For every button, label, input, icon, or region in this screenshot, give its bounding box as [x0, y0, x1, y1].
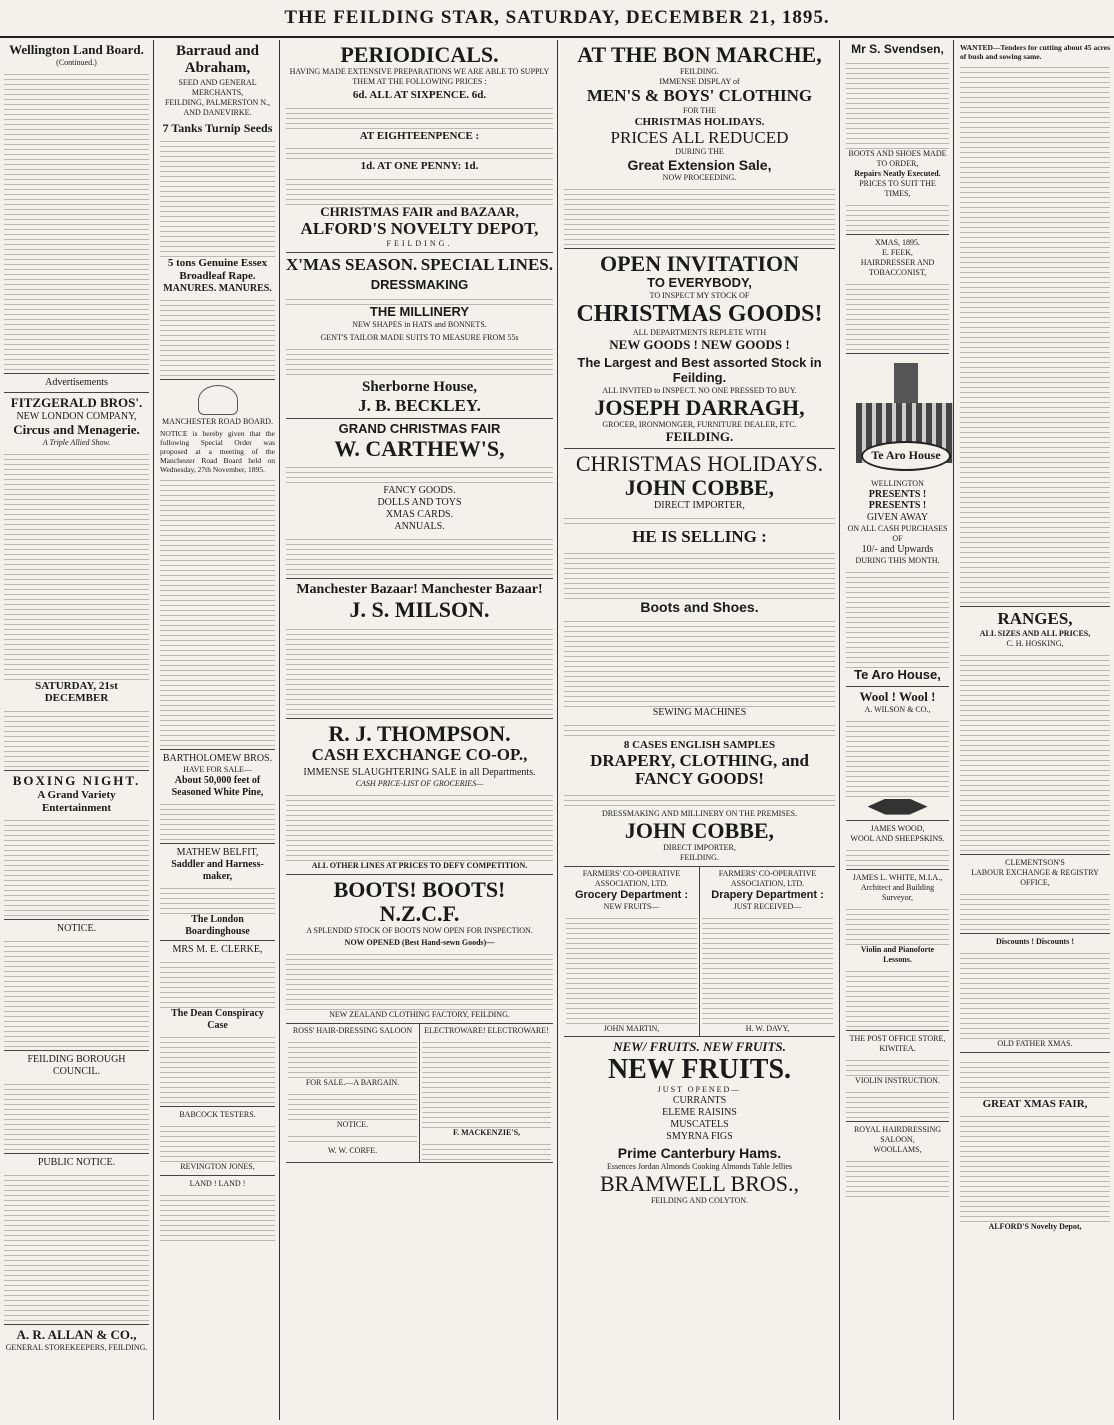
all-other-lines: ALL OTHER LINES AT PRICES TO DEFY COMPETITION.	[311, 860, 528, 870]
inspect-stock: TO INSPECT MY STOCK OF	[649, 291, 750, 301]
manures: MANURES. MANURES.	[163, 282, 272, 294]
belfit: MATHEW BELFIT,	[176, 847, 259, 859]
dressmaking: DRESSMAKING	[370, 277, 469, 293]
public-notice-text	[4, 1171, 149, 1321]
circus-text	[4, 450, 149, 680]
babcock: BABCOCK TESTERS.	[179, 1110, 256, 1120]
cash-purchases: ON ALL CASH PURCHASES OF	[847, 523, 948, 543]
penny-list	[286, 175, 553, 205]
wool-wool: Wool ! Wool !	[859, 688, 936, 704]
timber-text	[160, 800, 275, 840]
barraud-heading: Barraud and Abraham,	[176, 43, 259, 77]
revington: REVINGTON JONES,	[180, 1162, 255, 1172]
replete: ALL DEPARTMENTS REPLETE WITH	[632, 327, 767, 337]
dean-case: The Dean Conspiracy Case	[171, 1008, 264, 1031]
bon-marche-feilding: FEILDING.	[680, 67, 719, 77]
white-pine: About 50,000 feet of Seasoned White Pine,	[171, 775, 264, 798]
allan-heading: A. R. ALLAN & CO.,	[16, 1327, 137, 1343]
alford-depot: ALFORD'S Novelty Depot,	[988, 1222, 1082, 1232]
xmas-1895: XMAS, 1895.	[874, 237, 921, 247]
tailor-suits: GENT'S TAILOR MADE SUITS TO MEASURE FROM 55s	[320, 333, 519, 343]
extension-sale: Great Extension Sale,	[627, 157, 772, 174]
given-away: GIVEN AWAY	[866, 511, 929, 523]
sewing-text	[564, 721, 835, 739]
clementson: CLEMENTSON'S	[1005, 857, 1065, 867]
mens-boys-clothing: MEN'S & BOYS' CLOTHING	[586, 86, 813, 106]
violin-text	[846, 967, 949, 1027]
column-2	[156, 40, 280, 1420]
royal-saloon: ROYAL HAIRDRESSING SALOON,	[853, 1124, 942, 1144]
now-opened: NOW OPENED (Best Hand-sewn Goods)—	[344, 937, 495, 947]
circus-heading: Circus and Menagerie.	[13, 421, 140, 437]
electroware: ELECTROWARE! ELECTROWARE!	[424, 1025, 549, 1035]
cash-price-list: CASH PRICE-LIST OF GROCERIES—	[355, 778, 484, 788]
violin-pianoforte: Violin and Pianoforte Lessons.	[860, 944, 935, 964]
great-xmas-fair: GREAT XMAS FAIR,	[982, 1097, 1088, 1110]
violin-instr-text	[846, 1088, 949, 1118]
eleme-raisins: ELEME RAISINS	[662, 1107, 737, 1119]
discounts-text	[960, 949, 1110, 1039]
just-received: JUST RECEIVED—	[733, 901, 802, 911]
triple-allied: A Triple Allied Show.	[42, 437, 111, 447]
post-office-store: THE POST OFFICE STORE,	[849, 1033, 946, 1043]
road-board-text	[160, 476, 275, 746]
john-martin: JOHN MARTIN,	[603, 1023, 660, 1033]
darragh-feilding: FEILDING.	[665, 428, 734, 444]
grocery-department: Grocery Department :	[574, 889, 689, 902]
prices-times: PRICES TO SUIT THE TIMES,	[859, 178, 936, 198]
milson: J. S. MILSON.	[349, 597, 490, 623]
drapery-clothing: DRAPERY, CLOTHING, and FANCY GOODS!	[590, 750, 809, 789]
dean-text	[160, 1033, 275, 1103]
column-6	[956, 40, 1114, 1420]
hosking: C. H. HOSKING,	[1006, 638, 1064, 648]
manchester-road-board: MANCHESTER ROAD BOARD.	[162, 417, 273, 427]
bartholomew: BARTHOLOMEW BROS.	[162, 753, 273, 765]
land-board-heading: Wellington Land Board.	[9, 42, 144, 57]
notice-2-text	[288, 1132, 417, 1146]
drapery-department: Drapery Department :	[711, 889, 824, 902]
te-aro-seal: Te Aro House	[861, 441, 951, 471]
variety-text	[4, 816, 149, 916]
boardinghouse: The London Boardinghouse	[185, 914, 250, 937]
drapery-dept-text	[702, 914, 833, 1024]
xmas-season: X'MAS SEASON.	[286, 254, 418, 274]
hairdresser: HAIRDRESSER AND TOBACCONIST,	[860, 257, 935, 277]
grocery-text	[566, 914, 697, 1024]
prices-reduced: PRICES ALL REDUCED	[610, 127, 789, 147]
open-invitation: OPEN INVITATION	[599, 251, 800, 277]
sewing-machines: SEWING MACHINES	[652, 706, 747, 718]
grand-variety: A Grand Variety Entertainment	[37, 789, 116, 814]
post-office-text	[846, 1056, 949, 1076]
mackenzie-text	[422, 1140, 551, 1160]
darragh-trade: GROCER, IRONMONGER, FURNITURE DEALER, ETC.	[602, 419, 797, 429]
largest-stock: The Largest and Best assorted Stock in Feilding.	[577, 354, 822, 385]
land-board-text	[4, 70, 149, 370]
direct-importer: DIRECT IMPORTER,	[654, 500, 745, 512]
boots-to-order: BOOTS AND SHOES MADE TO ORDER,	[848, 148, 947, 168]
ranges-sub: ALL SIZES AND ALL PRICES,	[979, 628, 1091, 638]
thompson: R. J. THOMPSON.	[328, 720, 511, 746]
notice-text	[4, 937, 149, 1047]
wilson: A. WILSON & CO.,	[864, 704, 931, 714]
nz-clothing-factory: NEW ZEALAND CLOTHING FACTORY, FEILDING.	[329, 1009, 510, 1019]
all-invited: ALL INVITED to INSPECT. NO ONE PRESSED TO BUY.	[602, 385, 797, 395]
smyrna-figs: SMYRNA FIGS	[666, 1131, 733, 1143]
wool-sheepskins: WOOL AND SHEEPSKINS.	[850, 833, 945, 843]
land-heading: LAND ! LAND !	[189, 1179, 246, 1189]
boxing-night: BOXING NIGHT.	[12, 773, 141, 789]
bramwell-bros: BRAMWELL BROS.,	[599, 1170, 800, 1196]
english-samples: 8 CASES ENGLISH SAMPLES	[623, 738, 776, 751]
royal-text	[846, 1157, 949, 1197]
road-board-notice: NOTICE is hereby given that the following Special Order was proposed at a meeting of the Manchester Road Board held on Wednesday, 27th November, 1895.	[160, 429, 275, 475]
alford-feilding: FEILDING.	[386, 238, 453, 248]
newspaper-title: THE FEILDING STAR, SATURDAY, DECEMBER 21, 1895.	[284, 7, 830, 28]
carthew: W. CARTHEW'S,	[334, 436, 505, 462]
now-proceeding: NOW PROCEEDING.	[662, 173, 737, 183]
wool-bale-icon	[868, 799, 928, 815]
ross-saloon: ROSS' HAIR-DRESSING SALOON	[292, 1025, 413, 1035]
dressmaking-premises: DRESSMAKING AND MILLINERY ON THE PREMISES.	[601, 808, 798, 818]
beckley: J. B. BECKLEY.	[358, 395, 481, 415]
special-lines: SPECIAL LINES.	[420, 254, 553, 274]
selling-list	[564, 549, 835, 599]
column-1	[0, 40, 154, 1420]
boots-list-2	[564, 617, 835, 707]
new-fruits-big: NEW FRUITS.	[607, 1053, 792, 1085]
almonds-line: Essences Jordan Almonds Cooking Almonds Table Jellies	[606, 1161, 793, 1171]
labour-text	[960, 890, 1110, 930]
eighteenpence: AT EIGHTEENPENCE :	[359, 129, 480, 142]
boots-heading: BOOTS! BOOTS!	[333, 876, 506, 902]
essex-rape: 5 tons Genuine Essex Broadleaf Rape.	[167, 257, 268, 282]
during-the: DURING THE	[675, 147, 724, 157]
wanted-ads-2	[960, 651, 1110, 851]
eighteenpence-list	[286, 144, 553, 160]
notice-heading: NOTICE.	[56, 923, 97, 935]
te-aro-house: Te Aro House,	[854, 666, 941, 682]
just-opened: JUST OPENED—	[657, 1085, 742, 1095]
borough-council: FEILDING BOROUGH COUNCIL.	[27, 1054, 126, 1078]
notice-2: NOTICE.	[336, 1119, 369, 1129]
clerke-text	[160, 958, 275, 1008]
old-father-xmas: OLD FATHER XMAS.	[997, 1038, 1073, 1048]
christmas-holidays-1: CHRISTMAS HOLIDAYS.	[634, 115, 765, 128]
feek-text	[846, 280, 949, 350]
te-aro-wellington: WELLINGTON	[871, 478, 924, 488]
masthead	[0, 0, 1114, 38]
millinery: THE MILLINERY	[369, 304, 470, 320]
feek: E. FEEK,	[882, 247, 913, 257]
new-goods: NEW GOODS ! NEW GOODS !	[609, 336, 790, 352]
borough-text	[4, 1080, 149, 1150]
advertisements-label: Advertisements	[45, 376, 108, 388]
he-is-selling: HE IS SELLING :	[632, 527, 767, 547]
manures-text	[160, 296, 275, 376]
new-london-company: NEW LONDON COMPANY,	[16, 410, 137, 422]
saturday-text	[4, 707, 149, 767]
svendsen-tail	[846, 201, 949, 231]
for-the: FOR THE	[683, 105, 716, 115]
svendsen-text	[846, 59, 949, 149]
electroware-text	[422, 1038, 551, 1128]
new-fruits-header: NEW/ FRUITS. NEW FRUITS.	[613, 1038, 786, 1054]
saddler-text	[160, 884, 275, 914]
one-penny: 1d. AT ONE PENNY: 1d.	[360, 160, 479, 173]
column-3	[282, 40, 558, 1420]
woollams: WOOLLAMS,	[873, 1144, 922, 1154]
xmas-fair-text	[960, 1058, 1110, 1098]
john-cobbe: JOHN COBBE,	[624, 474, 775, 500]
new-fruits-sub: NEW FRUITS—	[603, 901, 660, 911]
sixpence: 6d. ALL AT SIXPENCE. 6d.	[352, 89, 487, 102]
christmas-holidays-2: CHRISTMAS HOLIDAYS.	[575, 450, 824, 476]
drapery-text	[564, 791, 835, 809]
james-white: JAMES L. WHITE, M.I.A.,	[852, 872, 943, 882]
boots-list	[286, 950, 553, 1010]
new-shapes: NEW SHAPES in HATS and BONNETS.	[352, 320, 487, 330]
for-sale-bargain: FOR SALE.—A BARGAIN.	[305, 1077, 400, 1087]
nzcf: N.Z.C.F.	[379, 900, 460, 926]
seed-merchants: SEED AND GENERAL MERCHANTS,	[178, 77, 257, 97]
mackenzie: F. MACKENZIE'S,	[452, 1127, 521, 1137]
column-5	[842, 40, 954, 1420]
presents: PRESENTS ! PRESENTS !	[868, 488, 927, 512]
land-text	[160, 1191, 275, 1241]
discounts: Discounts ! Discounts !	[995, 936, 1074, 946]
direct-importer-2: DIRECT IMPORTER,	[663, 843, 736, 853]
manchester-bazaar: Manchester Bazaar! Manchester Bazaar!	[296, 582, 543, 598]
coat-of-arms-icon	[198, 385, 238, 415]
seeds-text	[160, 137, 275, 257]
price-list-text	[286, 791, 553, 861]
violin-instruction: VIOLIN INSTRUCTION.	[855, 1075, 940, 1085]
farmers-coop-right: FARMERS' CO-OPERATIVE ASSOCIATION, LTD.	[718, 869, 817, 889]
john-cobbe-2: JOHN COBBE,	[624, 817, 775, 843]
wanted-tenders: WANTED—Tenders for cutting about 45 acres of bush and sowing same.	[960, 43, 1110, 61]
te-aro-house-illustration	[846, 363, 954, 473]
carthew-text	[286, 463, 553, 485]
xmas-cards: XMAS CARDS.	[385, 509, 454, 521]
tailor-text	[286, 345, 553, 379]
barraud-places: FEILDING, PALMERSTON N., AND DANEVIRKE.	[164, 97, 271, 117]
currants: CURRANTS	[672, 1095, 727, 1107]
public-notice: PUBLIC NOTICE.	[37, 1157, 116, 1169]
land-board-sub: (Continued.)	[56, 57, 97, 67]
annuals-text	[286, 535, 553, 575]
farmers-coop-left: FARMERS' CO-OPERATIVE ASSOCIATION, LTD.	[582, 869, 681, 889]
canterbury-hams: Prime Canterbury Hams.	[617, 1145, 782, 1162]
bramwell-places: FEILDING AND COLYTON.	[650, 1195, 749, 1205]
fitzgerald-heading: FITZGERALD BROS'.	[10, 394, 143, 410]
ranges: RANGES,	[997, 609, 1073, 628]
milson-text	[286, 625, 553, 715]
cash-exchange: CASH EXCHANGE CO-OP.,	[311, 744, 528, 764]
boots-and-shoes: Boots and Shoes.	[640, 598, 759, 615]
dolls-toys: DOLLS AND TOYS	[377, 497, 462, 509]
splendid-stock: A SPLENDID STOCK OF BOOTS NOW OPEN FOR INSPECTION.	[306, 925, 533, 935]
alford-novelty: ALFORD'S NOVELTY DEPOT,	[300, 219, 539, 239]
turnip-seeds: 7 Tanks Turnip Seeds	[162, 120, 273, 135]
presents-text	[846, 568, 949, 668]
xmas-fair-list	[960, 1112, 1110, 1222]
corfe: W. W. CORFE.	[327, 1145, 378, 1155]
babcock-text	[160, 1122, 275, 1162]
preparations: HAVING MADE EXTENSIVE PREPARATIONS WE ARE ABLE TO SUPPLY THEM AT THE FOLLOWING PRICES :	[289, 67, 550, 87]
architect: Architect and Building Surveyor,	[860, 882, 935, 902]
bargain-text	[288, 1090, 417, 1120]
wood-text	[846, 846, 949, 866]
bon-marche-list	[564, 185, 835, 245]
saturday-date: SATURDAY, 21st DECEMBER	[35, 679, 118, 705]
grand-christmas-fair: GRAND CHRISTMAS FAIR	[338, 421, 501, 437]
slaughtering-sale: IMMENSE SLAUGHTERING SALE in all Departments.	[303, 766, 536, 778]
james-wood: JAMES WOOD,	[870, 823, 925, 833]
darragh: JOSEPH DARRAGH,	[594, 394, 805, 420]
christmas-fair-bazaar: CHRISTMAS FAIR and BAZAAR,	[320, 204, 519, 220]
allan-sub: GENERAL STOREKEEPERS, FEILDING.	[5, 1343, 148, 1353]
periodicals-heading: PERIODICALS.	[340, 42, 499, 67]
column-4	[560, 40, 840, 1420]
during-month: DURING THIS MONTH.	[855, 555, 940, 565]
wilson-text	[846, 717, 949, 797]
bon-marche: AT THE BON MARCHE,	[577, 42, 822, 67]
fancy-goods: FANCY GOODS.	[383, 485, 456, 497]
ross-text	[288, 1038, 417, 1078]
h-w-davy: H. W. DAVY,	[745, 1023, 790, 1033]
clerke: MRS M. E. CLERKE,	[172, 944, 263, 956]
architect-text	[846, 905, 949, 945]
svendsen: Mr S. Svendsen,	[851, 42, 944, 56]
cobbe-intro	[564, 514, 835, 528]
immense-display: IMMENSE DISPLAY of	[659, 77, 740, 87]
to-everybody: TO EVERYBODY,	[647, 275, 752, 291]
labour-exchange: LABOUR EXCHANGE & REGISTRY OFFICE,	[971, 867, 1099, 887]
repairs: Repairs Neatly Executed.	[854, 168, 941, 178]
christmas-goods: CHRISTMAS GOODS!	[576, 301, 823, 328]
saddler: Saddler and Harness-maker,	[171, 859, 264, 882]
cobbe-feilding: FEILDING.	[680, 853, 719, 863]
sherborne-house: Sherborne House,	[361, 379, 477, 396]
have-for-sale: HAVE FOR SALE—	[183, 765, 252, 775]
annuals: ANNUALS.	[394, 521, 445, 533]
kiwitea: KIWITEA.	[879, 1043, 916, 1053]
muscatels: MUSCATELS	[670, 1119, 729, 1131]
wanted-ads	[960, 63, 1110, 603]
upwards: 10/- and Upwards	[861, 543, 934, 555]
sixpence-list	[286, 104, 553, 130]
